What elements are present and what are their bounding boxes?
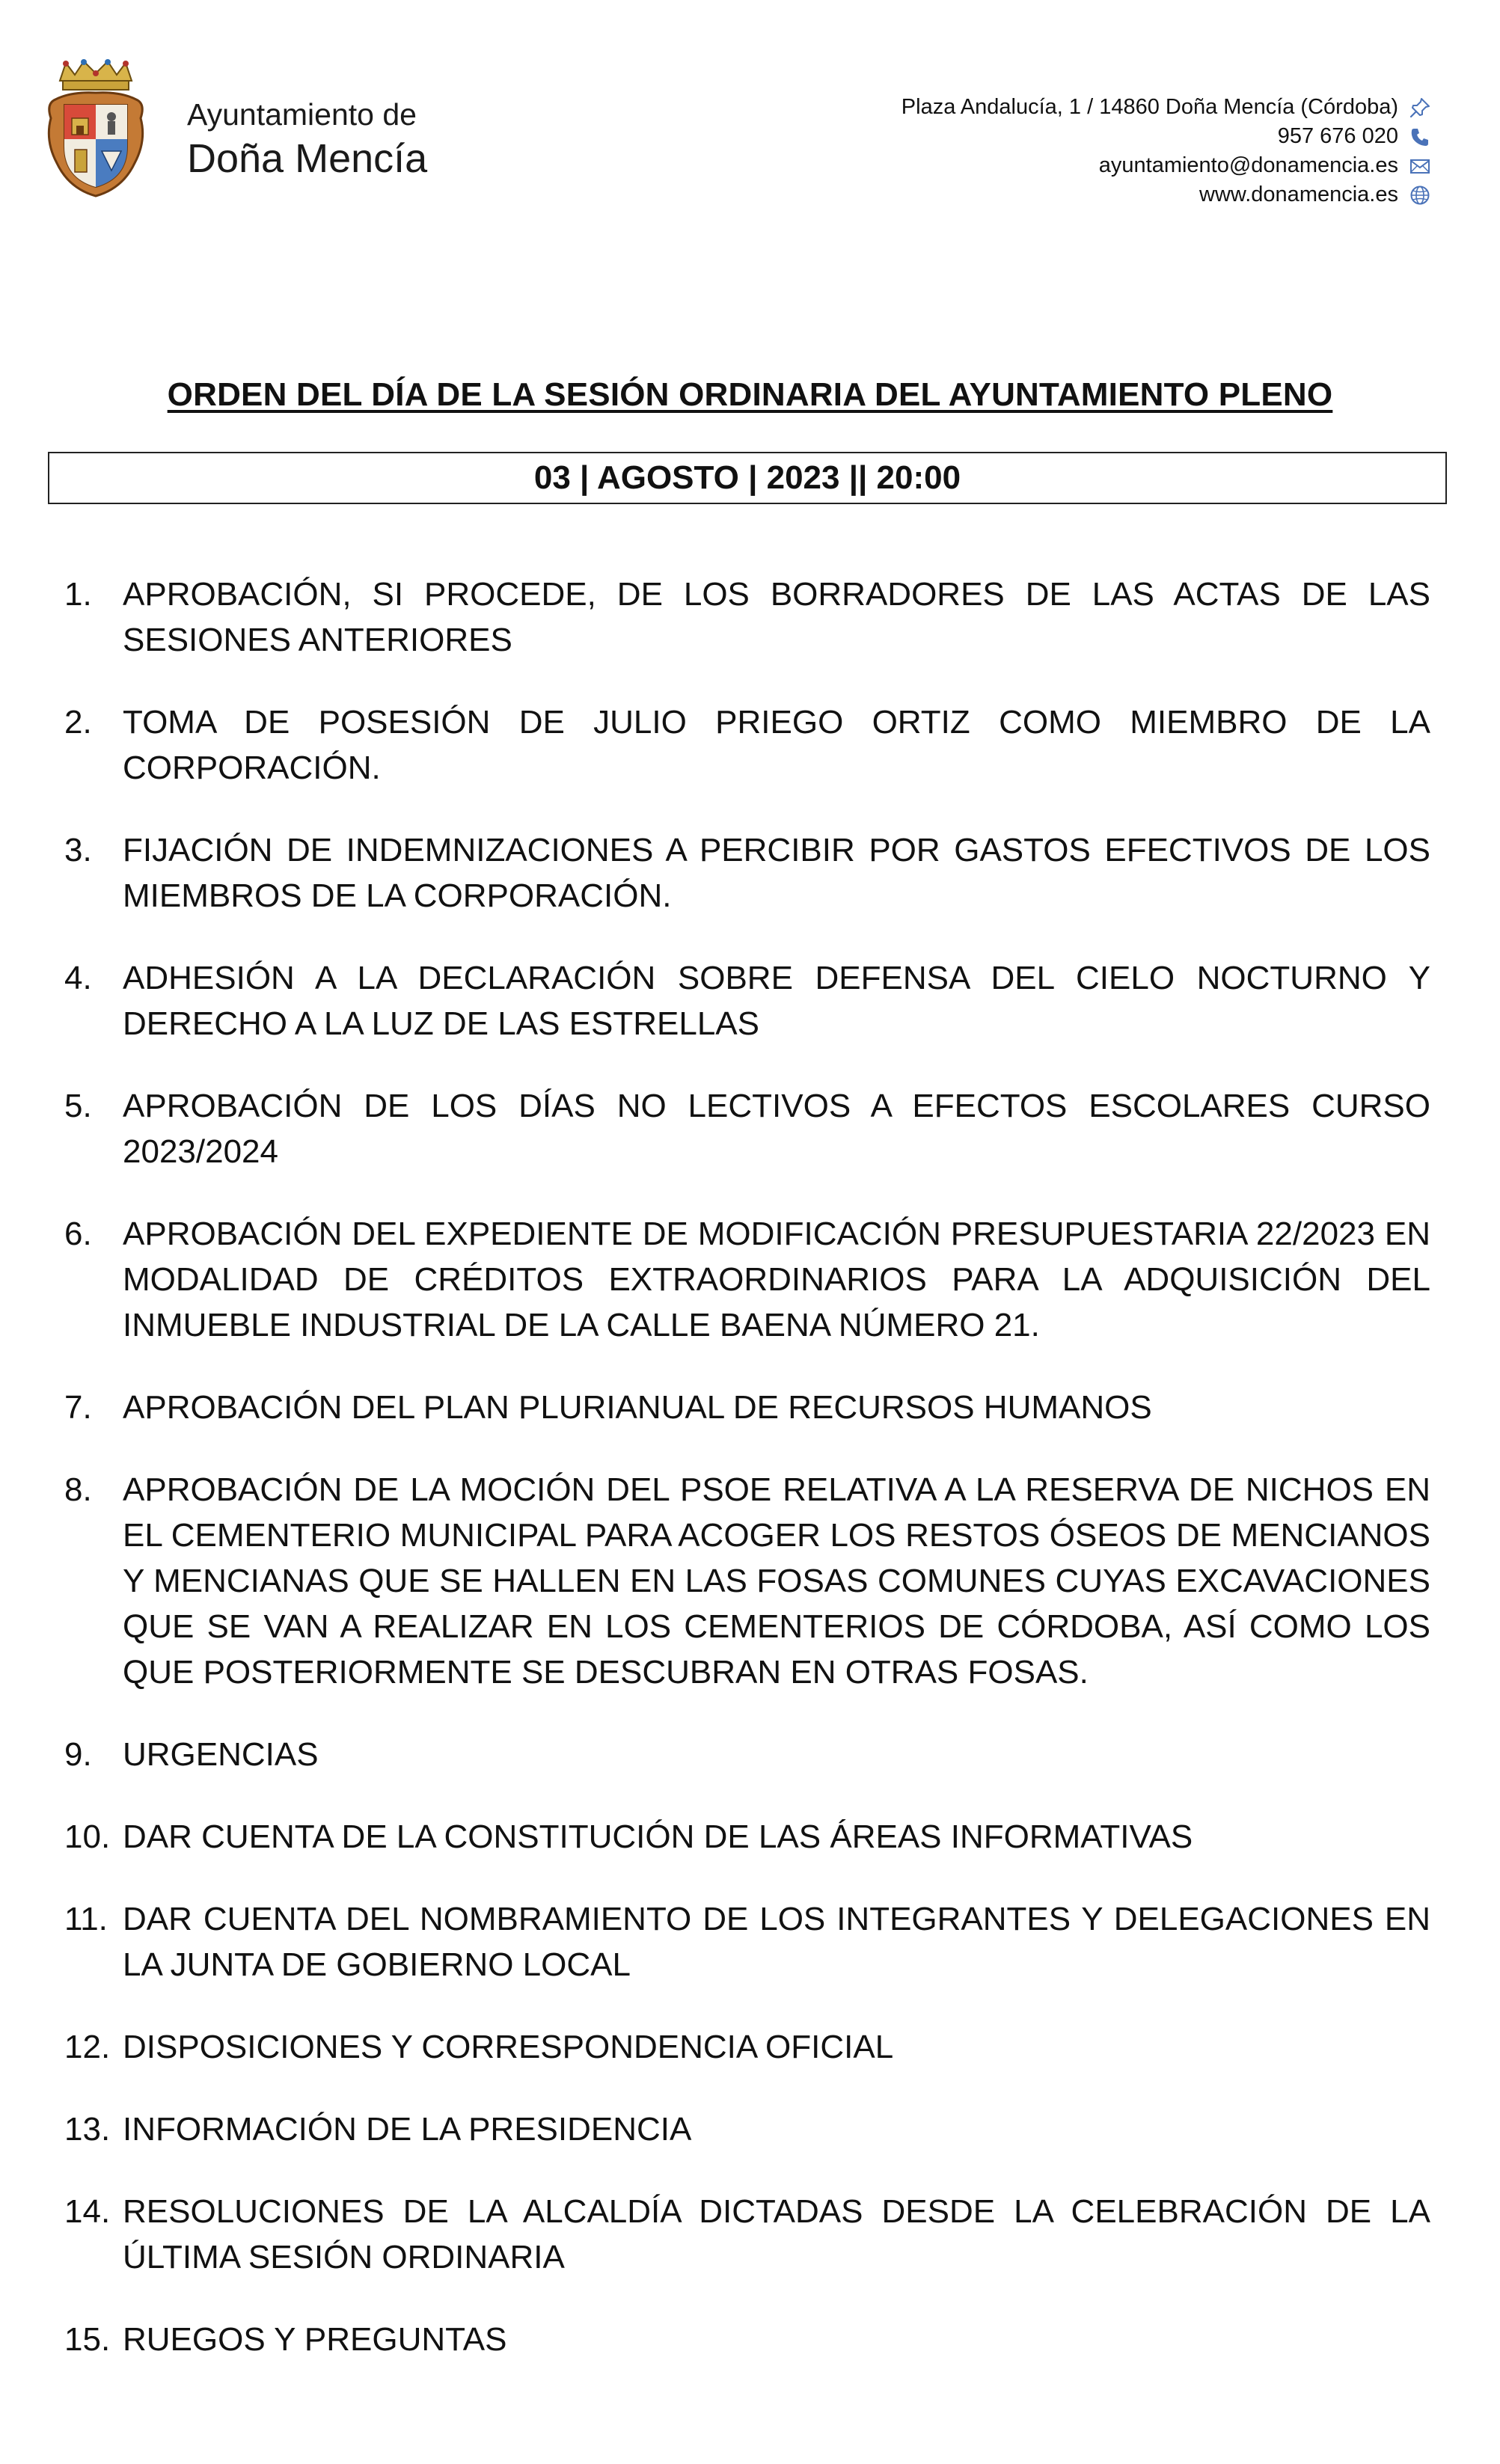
agenda-item: [64, 1896, 1430, 1988]
agenda-item: [64, 1385, 1430, 1430]
agenda-item-number: 2.: [64, 704, 92, 741]
agenda-item-number: 5.: [64, 1088, 92, 1124]
org-name: [187, 97, 427, 182]
agenda-item-number: 15.: [64, 2321, 111, 2358]
agenda-item: [64, 2024, 1430, 2070]
agenda-item: [64, 571, 1430, 663]
contact-block: [901, 93, 1431, 209]
globe-icon: [1409, 184, 1431, 206]
agenda-item-number: 9.: [64, 1736, 92, 1773]
agenda-item-text: APROBACIÓN, SI PROCEDE, DE LOS BORRADORES DE LAS ACTAS DE LAS SESIONES ANTERIORES: [123, 576, 1430, 658]
contact-web[interactable]: www.donamencia.es: [1199, 183, 1398, 206]
contact-phone[interactable]: 957 676 020: [1277, 124, 1398, 148]
phone-icon: [1409, 126, 1431, 148]
letterhead: [0, 0, 1500, 224]
agenda-list: [64, 571, 1430, 2399]
agenda-item: [64, 827, 1430, 919]
agenda-item-text: INFORMACIÓN DE LA PRESIDENCIA: [123, 2111, 692, 2148]
agenda-item-text: APROBACIÓN DE LA MOCIÓN DEL PSOE RELATIVA A LA RESERVA DE NICHOS EN EL CEMENTERIO MUNICIPAL PARA ACOGER LOS RESTOS ÓSEOS DE MENCIANOS Y MENCIANAS QUE SE HALLEN EN LAS FOSAS COMUNES CUYAS EXCAVACIONES QUE SE VAN A REALIZAR EN LOS CEMENTERIOS DE CÓRDOBA, ASÍ COMO LOS QUE POSTERIORMENTE SE DESCUBRAN EN OTRAS FOSAS.: [123, 1471, 1430, 1691]
contact-email[interactable]: ayuntamiento@donamencia.es: [1098, 153, 1398, 177]
agenda-item-number: 6.: [64, 1216, 92, 1252]
contact-address-row: [901, 93, 1431, 122]
agenda-item-text: URGENCIAS: [123, 1736, 319, 1773]
agenda-item: [64, 955, 1430, 1046]
agenda-item-text: APROBACIÓN DE LOS DÍAS NO LECTIVOS A EFECTOS ESCOLARES CURSO 2023/2024: [123, 1088, 1430, 1170]
agenda-item-text: APROBACIÓN DEL PLAN PLURIANUAL DE RECURSOS HUMANOS: [123, 1389, 1152, 1426]
agenda-item: [64, 1211, 1430, 1348]
coat-of-arms-icon: [43, 58, 148, 200]
agenda-item: [64, 2317, 1430, 2362]
org-name-line1: Ayuntamiento de: [187, 97, 417, 132]
agenda-item: [64, 699, 1430, 791]
org-name-line2: Doña Mencía: [187, 136, 428, 182]
contact-phone-row: [901, 122, 1431, 151]
agenda-item-number: 3.: [64, 832, 92, 868]
agenda-item: [64, 1083, 1430, 1174]
agenda-item-number: 13.: [64, 2111, 111, 2148]
contact-email-row: [901, 151, 1431, 180]
agenda-item-text: FIJACIÓN DE INDEMNIZACIONES A PERCIBIR POR GASTOS EFECTIVOS DE LOS MIEMBROS DE LA CORPORACIÓN.: [123, 832, 1430, 914]
agenda-item-text: TOMA DE POSESIÓN DE JULIO PRIEGO ORTIZ COMO MIEMBRO DE LA CORPORACIÓN.: [123, 704, 1430, 786]
agenda-item: [64, 1814, 1430, 1860]
document-title: ORDEN DEL DÍA DE LA SESIÓN ORDINARIA DEL AYUNTAMIENTO PLENO: [167, 376, 1333, 414]
agenda-item-number: 1.: [64, 576, 92, 613]
agenda-item-text: DAR CUENTA DE LA CONSTITUCIÓN DE LAS ÁREAS INFORMATIVAS: [123, 1818, 1193, 1855]
agenda-item: [64, 2106, 1430, 2152]
agenda-item-text: RUEGOS Y PREGUNTAS: [123, 2321, 507, 2358]
agenda-item: [64, 1467, 1430, 1695]
agenda-item-number: 4.: [64, 960, 92, 996]
agenda-item: [64, 2189, 1430, 2280]
agenda-item-number: 8.: [64, 1471, 92, 1508]
agenda-item-text: RESOLUCIONES DE LA ALCALDÍA DICTADAS DESDE LA CELEBRACIÓN DE LA ÚLTIMA SESIÓN ORDINARIA: [123, 2193, 1430, 2275]
agenda-item-number: 14.: [64, 2193, 111, 2230]
agenda-item-text: DISPOSICIONES Y CORRESPONDENCIA OFICIAL: [123, 2029, 894, 2065]
agenda-item: [64, 1732, 1430, 1777]
agenda-item-text: ADHESIÓN A LA DECLARACIÓN SOBRE DEFENSA DEL CIELO NOCTURNO Y DERECHO A LA LUZ DE LAS ESTRELLAS: [123, 960, 1430, 1042]
session-date: 03 | AGOSTO | 2023 || 20:00: [533, 459, 961, 496]
contact-web-row: [901, 180, 1431, 209]
agenda-item-number: 7.: [64, 1389, 92, 1426]
pin-icon: [1409, 96, 1431, 119]
envelope-icon: [1409, 155, 1431, 177]
agenda-item-number: 11.: [64, 1901, 108, 1937]
session-date-box: [48, 452, 1447, 504]
agenda-item-text: DAR CUENTA DEL NOMBRAMIENTO DE LOS INTEGRANTES Y DELEGACIONES EN LA JUNTA DE GOBIERNO LOCAL: [123, 1901, 1430, 1983]
agenda-item-number: 12.: [64, 2029, 111, 2065]
contact-address: Plaza Andalucía, 1 / 14860 Doña Mencía (Córdoba): [901, 95, 1398, 119]
agenda-item-number: 10.: [64, 1818, 111, 1855]
agenda-item-text: APROBACIÓN DEL EXPEDIENTE DE MODIFICACIÓN PRESUPUESTARIA 22/2023 EN MODALIDAD DE CRÉDITOS EXTRAORDINARIOS PARA LA ADQUISICIÓN DEL INMUEBLE INDUSTRIAL DE LA CALLE BAENA NÚMERO 21.: [123, 1216, 1430, 1343]
